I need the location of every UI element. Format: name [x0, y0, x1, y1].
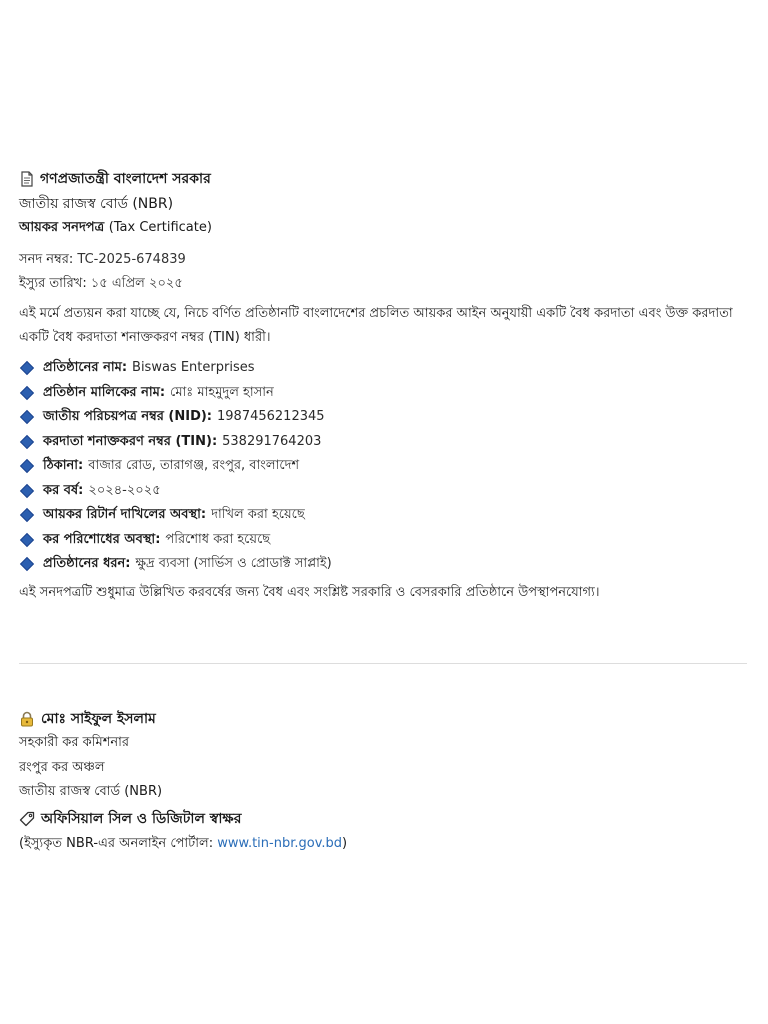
diamond-bullet-icon [20, 484, 34, 498]
issue-date-value: ১৫ এপ্রিল ২০২৫ [90, 276, 183, 291]
seal-note-prefix: (ইস্যুকৃত NBR-এর অনলাইন পোর্টাল: [19, 835, 214, 851]
detail-value: পরিশোধ করা হয়েছে [165, 531, 271, 547]
diamond-bullet-icon [20, 361, 34, 375]
board-name: জাতীয় রাজস্ব বোর্ড (NBR) [19, 196, 174, 212]
detail-label: কর বর্ষ: [43, 482, 84, 498]
detail-label: জাতীয় পরিচয়পত্র নম্বর (NID): [43, 409, 213, 424]
government-name: গণপ্রজাতন্ত্রী বাংলাদেশ সরকার [40, 171, 211, 187]
signatory-name-row [19, 707, 749, 731]
detail-label: করদাতা শনাক্তকরণ নম্বর (TIN): [43, 433, 218, 449]
detail-value: দাখিল করা হয়েছে [211, 507, 305, 522]
seal-note [19, 832, 749, 857]
certificate-title [19, 218, 749, 240]
detail-value: Biswas Enterprises [132, 360, 255, 375]
diamond-bullet-icon [20, 533, 34, 547]
detail-label: কর পরিশোধের অবস্থা: [43, 531, 161, 547]
diamond-bullet-icon [20, 386, 34, 400]
detail-item-return-status [19, 503, 749, 528]
detail-value: ২০২৪-২০২৫ [88, 482, 161, 498]
detail-item-business-type [19, 552, 749, 577]
diamond-bullet-icon [20, 508, 34, 522]
signatory-board: জাতীয় রাজস্ব বোর্ড (NBR) [19, 784, 163, 799]
detail-label: প্রতিষ্ঠানের ধরন: [43, 556, 131, 571]
issue-date-label: ইস্যুর তারিখ: [19, 276, 87, 291]
government-heading [19, 168, 749, 190]
section-divider [19, 663, 747, 664]
detail-item-tax-year [19, 479, 749, 504]
detail-item-nid [19, 405, 749, 430]
signatory-zone: রংপুর কর অঞ্চল [19, 759, 105, 775]
closing-paragraph: এই সনদপত্রটি শুধুমাত্র উল্লিখিত করবর্ষের জন্য বৈধ এবং সংশ্লিষ্ট সরকারি ও বেসরকারি প্রতিষ্ঠানে উপস্থাপনযোগ্য। [19, 584, 600, 600]
issue-date-row [19, 272, 749, 296]
diamond-bullet-icon [20, 435, 34, 449]
signatory-block [19, 707, 749, 856]
detail-value: মোঃ মাহমুদুল হাসান [170, 384, 274, 400]
detail-value: বাজার রোড, তারাগঞ্জ, রংপুর, বাংলাদেশ [88, 458, 300, 473]
diamond-bullet-icon [20, 459, 34, 473]
diamond-bullet-icon [20, 410, 34, 424]
certificate-title-bn: আয়কর সনদপত্র [19, 220, 105, 235]
signatory-name: মোঃ সাইফুল ইসলাম [41, 711, 156, 727]
detail-item-tin [19, 430, 749, 455]
seal-heading [19, 806, 749, 832]
detail-item-organization [19, 356, 749, 381]
certificate-number-row [19, 248, 749, 272]
certificate-number-value: TC-2025-674839 [77, 252, 186, 267]
detail-label: প্রতিষ্ঠানের নাম: [43, 360, 128, 375]
seal-title: অফিসিয়াল সিল ও ডিজিটাল স্বাক্ষর [41, 810, 242, 827]
detail-label: আয়কর রিটার্ন দাখিলের অবস্থা: [43, 507, 207, 522]
detail-label: ঠিকানা: [43, 458, 84, 473]
certificate-meta [19, 248, 749, 296]
intro-paragraph: এই মর্মে প্রত্যয়ন করা যাচ্ছে যে, নিচে বর্ণিত প্রতিষ্ঠানটি বাংলাদেশের প্রচলিত আয়কর আইন অনুযায়ী একটি বৈধ করদাতা এবং উক্ত করদাতা একটি বৈধ করদাতা শনাক্তকরণ নম্বর (TIN) ধারী। [19, 306, 733, 345]
detail-item-owner [19, 381, 749, 406]
detail-value: 1987456212345 [217, 409, 325, 424]
signatory-designation: সহকারী কর কমিশনার [19, 735, 130, 750]
certificate-body [19, 168, 749, 605]
details-list [19, 356, 749, 577]
certificate-title-en: (Tax Certificate) [108, 220, 212, 235]
detail-item-payment-status [19, 528, 749, 553]
detail-item-address [19, 454, 749, 479]
diamond-bullet-icon [20, 557, 34, 571]
detail-value: ক্ষুদ্র ব্যবসা (সার্ভিস ও প্রোডাক্ট সাপ্লাই) [135, 556, 332, 571]
detail-value: 538291764203 [222, 433, 322, 449]
tag-icon [19, 811, 35, 827]
lock-icon [19, 711, 35, 727]
certificate-number-label: সনদ নম্বর: [19, 252, 74, 267]
detail-label: প্রতিষ্ঠান মালিকের নাম: [43, 384, 166, 400]
document-icon [19, 171, 35, 187]
seal-note-suffix: ) [342, 835, 348, 851]
portal-link[interactable]: www.tin-nbr.gov.bd [217, 835, 343, 851]
